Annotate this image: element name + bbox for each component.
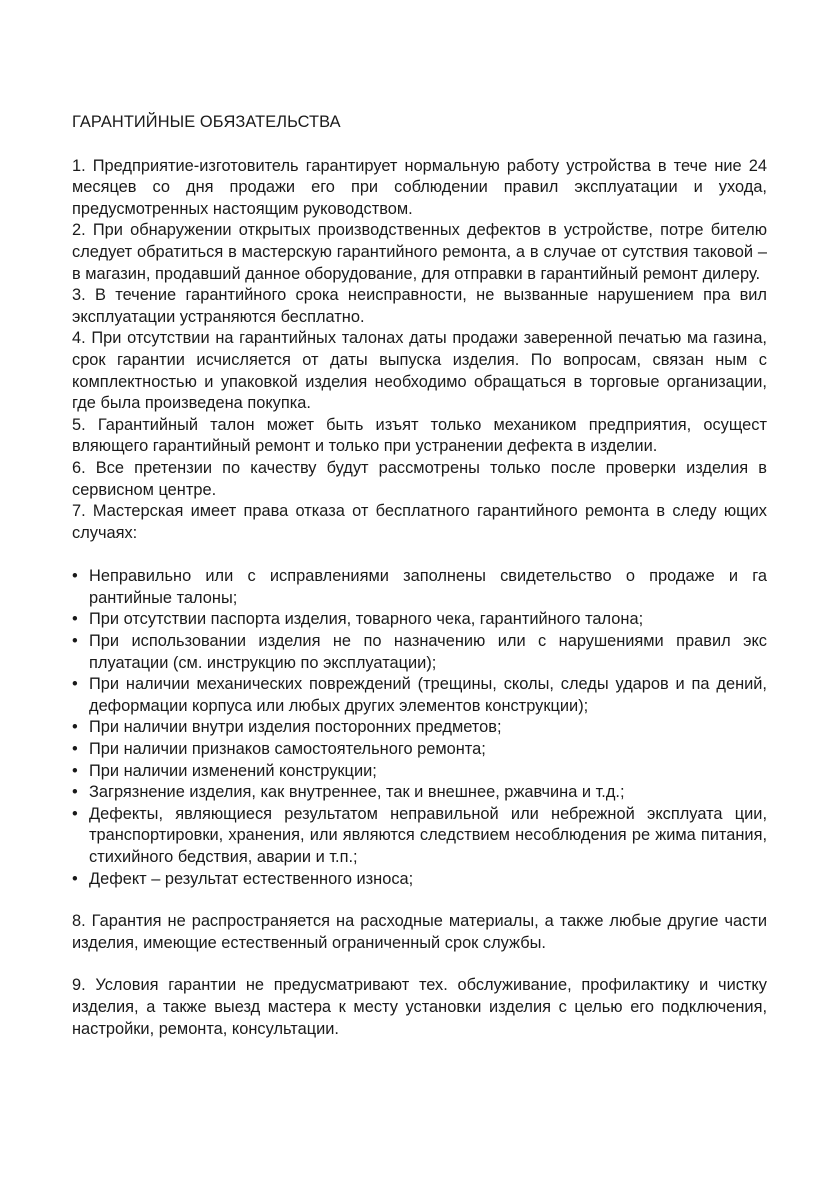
clauses-section bbox=[72, 156, 767, 545]
clause-7: 7. Мастерская имеет права отказа от бесплатного гарантийного ремонта в следу ющих случаях: bbox=[72, 502, 767, 542]
clause-8: 8. Гарантия не распространяется на расходные материалы, а также любые другие части изделия, имеющие естественный ограниченный срок службы. bbox=[72, 912, 767, 952]
document-title: ГАРАНТИЙНЫЕ ОБЯЗАТЕЛЬСТВА bbox=[72, 113, 341, 131]
bullet-icon: • bbox=[72, 675, 78, 694]
clause-4: 4. При отсутствии на гарантийных талонах даты продажи заверенной печатью ма газина, срок гарантии исчисляется от даты выпуска изделия. По вопросам, связан ным с комплектностью и упаковкой изделия необходимо обращаться в торговые организации, где была произведена покупка. bbox=[72, 329, 767, 413]
refusal-cases-list bbox=[72, 566, 767, 890]
clause-3: 3. В течение гарантийного срока неисправности, не вызванные нарушением пра вил эксплуатации устраняются бесплатно. bbox=[72, 286, 767, 326]
bullet-icon: • bbox=[72, 610, 78, 629]
list-item-text: При наличии внутри изделия посторонних предметов; bbox=[89, 718, 502, 737]
bullet-icon: • bbox=[72, 632, 78, 651]
list-item bbox=[72, 804, 767, 869]
clause-9: 9. Условия гарантии не предусматривают тех. обслуживание, профилактику и чистку изделия, а также выезд мастера к месту установки изделия с целью его подключения, настройки, ремонта, консультации. bbox=[72, 976, 767, 1038]
list-item-text: При наличии признаков самостоятельного ремонта; bbox=[89, 740, 486, 759]
list-item-text: Загрязнение изделия, как внутреннее, так и внешнее, ржавчина и т.д.; bbox=[89, 783, 625, 802]
list-item-text: При наличии механических повреждений (трещины, сколы, следы ударов и па дений, деформации корпуса или любых других элементов конструкции); bbox=[89, 675, 767, 715]
bullet-icon: • bbox=[72, 783, 78, 802]
list-item bbox=[72, 761, 767, 783]
list-item-text: Дефекты, являющиеся результатом неправильной или небрежной эксплуата ции, транспортировки, хранения, или являются следствием несоблюдения ре жима питания, стихийного бедствия, аварии и т.п.; bbox=[89, 804, 767, 866]
list-item-text: При использовании изделия не по назначению или с нарушениями правил экс плуатации (см. инструкцию по эксплуатации); bbox=[89, 632, 767, 672]
list-item-text: При отсутствии паспорта изделия, товарного чека, гарантийного талона; bbox=[89, 610, 644, 629]
list-item bbox=[72, 631, 767, 674]
list-item-text: При наличии изменений конструкции; bbox=[89, 761, 377, 780]
bullet-icon: • bbox=[72, 804, 78, 823]
bullet-icon: • bbox=[72, 718, 78, 737]
clause-5: 5. Гарантийный талон может быть изъят только механиком предприятия, осущест вляющего гарантийный ремонт и только при устранении дефекта в изделии. bbox=[72, 415, 767, 456]
clause-1: 1. Предприятие-изготовитель гарантирует нормальную работу устройства в тече ние 24 месяцев со дня продажи его при соблюдении правил эксплуатации и ухода, предусмотренных настоящим руководством. bbox=[72, 156, 767, 218]
bullet-icon: • bbox=[72, 761, 78, 780]
list-item bbox=[72, 869, 767, 891]
list-item bbox=[72, 717, 767, 739]
list-item-text: Дефект – результат естественного износа; bbox=[89, 869, 414, 888]
list-item bbox=[72, 609, 767, 631]
clause-6: 6. Все претензии по качеству будут рассмотрены только после проверки изделия в сервисном центре. bbox=[72, 458, 767, 499]
list-item-text: Неправильно или с исправлениями заполнены свидетельство о продаже и га рантийные талоны; bbox=[89, 567, 767, 607]
bullet-icon: • bbox=[72, 567, 78, 586]
list-item bbox=[72, 566, 767, 609]
list-item bbox=[72, 674, 767, 717]
clause-2: 2. При обнаружении открытых производственных дефектов в устройстве, потре бителю следует обратиться в мастерскую гарантийного ремонта, а в случае от сутствия таковой – в магазин, продавший данное оборудование, для отправки в гарантийный ремонт дилеру. bbox=[72, 221, 767, 283]
list-item bbox=[72, 782, 767, 804]
bullet-icon: • bbox=[72, 869, 78, 888]
bullet-icon: • bbox=[72, 740, 78, 759]
warranty-document bbox=[72, 112, 767, 1040]
list-item bbox=[72, 739, 767, 761]
